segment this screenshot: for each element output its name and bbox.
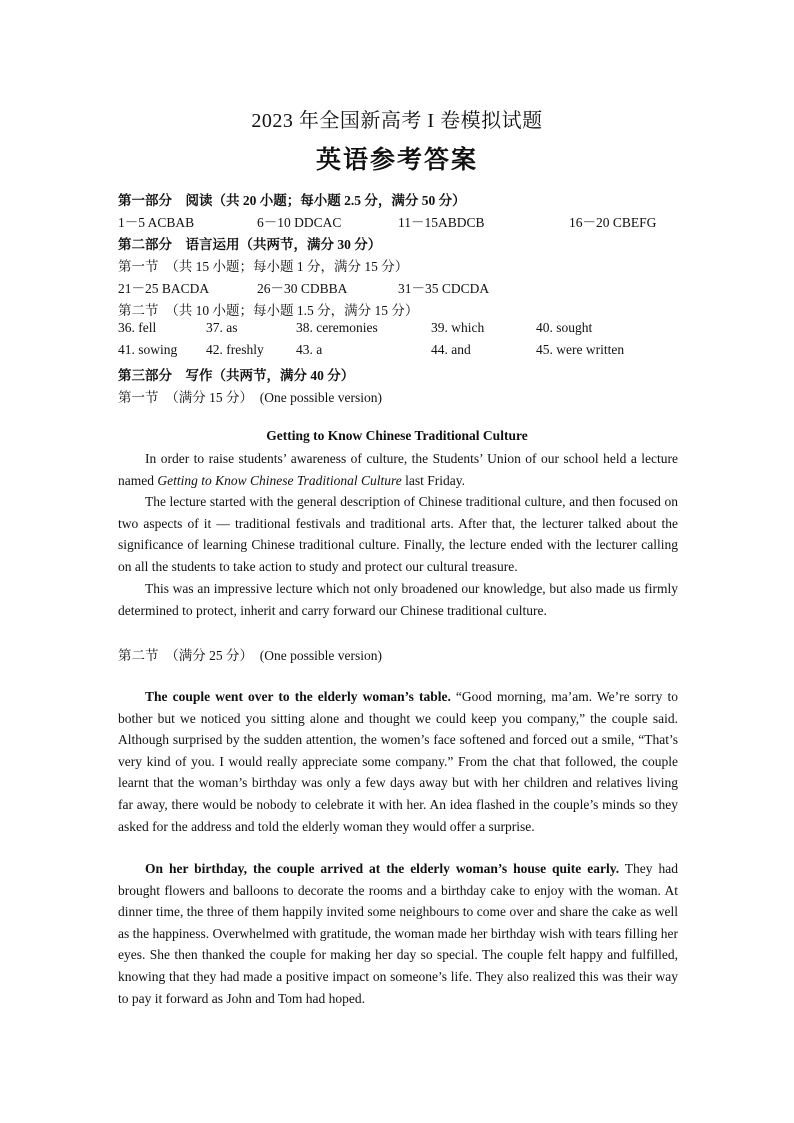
paragraph-lead-sentence: On her birthday, the couple arrived at the elderly woman’s house quite early. [145, 861, 620, 876]
part2-section1-answer-group: 31－35 CDCDA [398, 281, 490, 296]
part1-answer-group: 6－10 DDCAC [257, 215, 342, 230]
blank-answer: 37. as [206, 320, 238, 335]
lecture-name: Getting to Know Chinese Traditional Culture [157, 472, 402, 488]
blank-answer: 41. sowing [118, 342, 178, 357]
part1-answer-group: 11－15ABDCB [398, 215, 485, 230]
paragraph-lead-sentence: The couple went over to the elderly woman’s table. [145, 689, 451, 704]
blank-answer: 43. a [296, 342, 323, 357]
page-title: 2023 年全国新高考 I 卷模拟试题 [251, 110, 543, 132]
part2-section1-answer-group: 21－25 BACDA [118, 281, 210, 296]
blank-answer: 38. ceremonies [296, 320, 378, 335]
blank-answer: 39. which [431, 320, 485, 335]
blank-answer: 44. and [431, 342, 471, 357]
blank-answer: 36. fell [118, 320, 157, 335]
part1-answer-group: 1－5 ACBAB [118, 215, 195, 230]
blank-answer: 42. freshly [206, 342, 264, 357]
part1-answer-group: 16－20 CBEFG [569, 215, 657, 230]
essay1-paragraph: The lecture started with the general description of Chinese traditional culture, and then focused on two aspects of it — traditional festivals and traditional arts. After that, the lecturer talked about the significance of learning Chinese traditional culture. Finally, the lecture ended with the lecturer calling on all the students to take action to study and protect our cultural treasure. [118, 494, 678, 574]
essay2-paragraph: The couple went over to the elderly woman’s table. “Good morning, ma’am. We’re sorry to bother but we noticed you sitting alone and thought we could keep you company,” the couple said. Although surprised by the sudden attention, the women’s face softened and forced out a smile, “That’s very kind of you. I would really appreciate some company.” From the chat that followed, the couple learnt that the woman’s birthday was only a few days away but with her children and relatives living far away, there would be nobody to celebrate it with her. An idea flashed in the couple’s minds so they asked for the address and told the elderly woman they would offer a surprise. [118, 689, 679, 834]
part2-section1-answer-group: 26－30 CDBBA [257, 281, 348, 296]
blank-answer: 40. sought [536, 320, 593, 335]
essay1-paragraph: This was an impressive lecture which not only broadened our knowledge, but also made us firmly determined to protect, inherit and carry forward our Chinese traditional culture. [118, 581, 678, 618]
part3-heading: 第三部分 写作（共两节，满分 40 分） [118, 368, 355, 383]
part3-section1-heading: 第一节 （满分 15 分） (One possible version) [118, 390, 382, 405]
part2-heading: 第二部分 语言运用（共两节，满分 30 分） [118, 237, 382, 252]
part2-section2-heading: 第二节 （共 10 小题；每小题 1.5 分，满分 15 分） [118, 303, 419, 318]
essay2-paragraph: On her birthday, the couple arrived at the elderly woman’s house quite early. They had brought flowers and balloons to decorate the rooms and a birthday cake to enjoy with the woman. At dinner time, the three of them happily invited some neighbours to come over and share the cake as well as the happiness. Overwhelmed with gratitude, the woman made her birthday wish with tears filling her eyes. She then thanked the couple for making her day so special. The couple felt happy and fulfilled, knowing that they had made a positive impact on someone’s life. They also realized this was their way to pay it forward as John and Tom had hoped. [118, 861, 678, 1006]
blank-answer: 45. were written [536, 342, 625, 357]
part2-section1-heading: 第一节 （共 15 小题；每小题 1 分，满分 15 分） [118, 259, 409, 274]
part1-heading: 第一部分 阅读（共 20 小题；每小题 2.5 分，满分 50 分） [118, 193, 466, 208]
essay1-paragraph: In order to raise students’ awareness of culture, the Students’ Union of our school held a lecture named Getting to Know Chinese Traditional Culture last Friday. [118, 451, 678, 488]
essay-title: Getting to Know Chinese Traditional Culture [266, 428, 528, 443]
part3-section2-heading: 第二节 （满分 25 分） (One possible version) [118, 648, 382, 663]
page-subtitle: 英语参考答案 [315, 147, 478, 174]
